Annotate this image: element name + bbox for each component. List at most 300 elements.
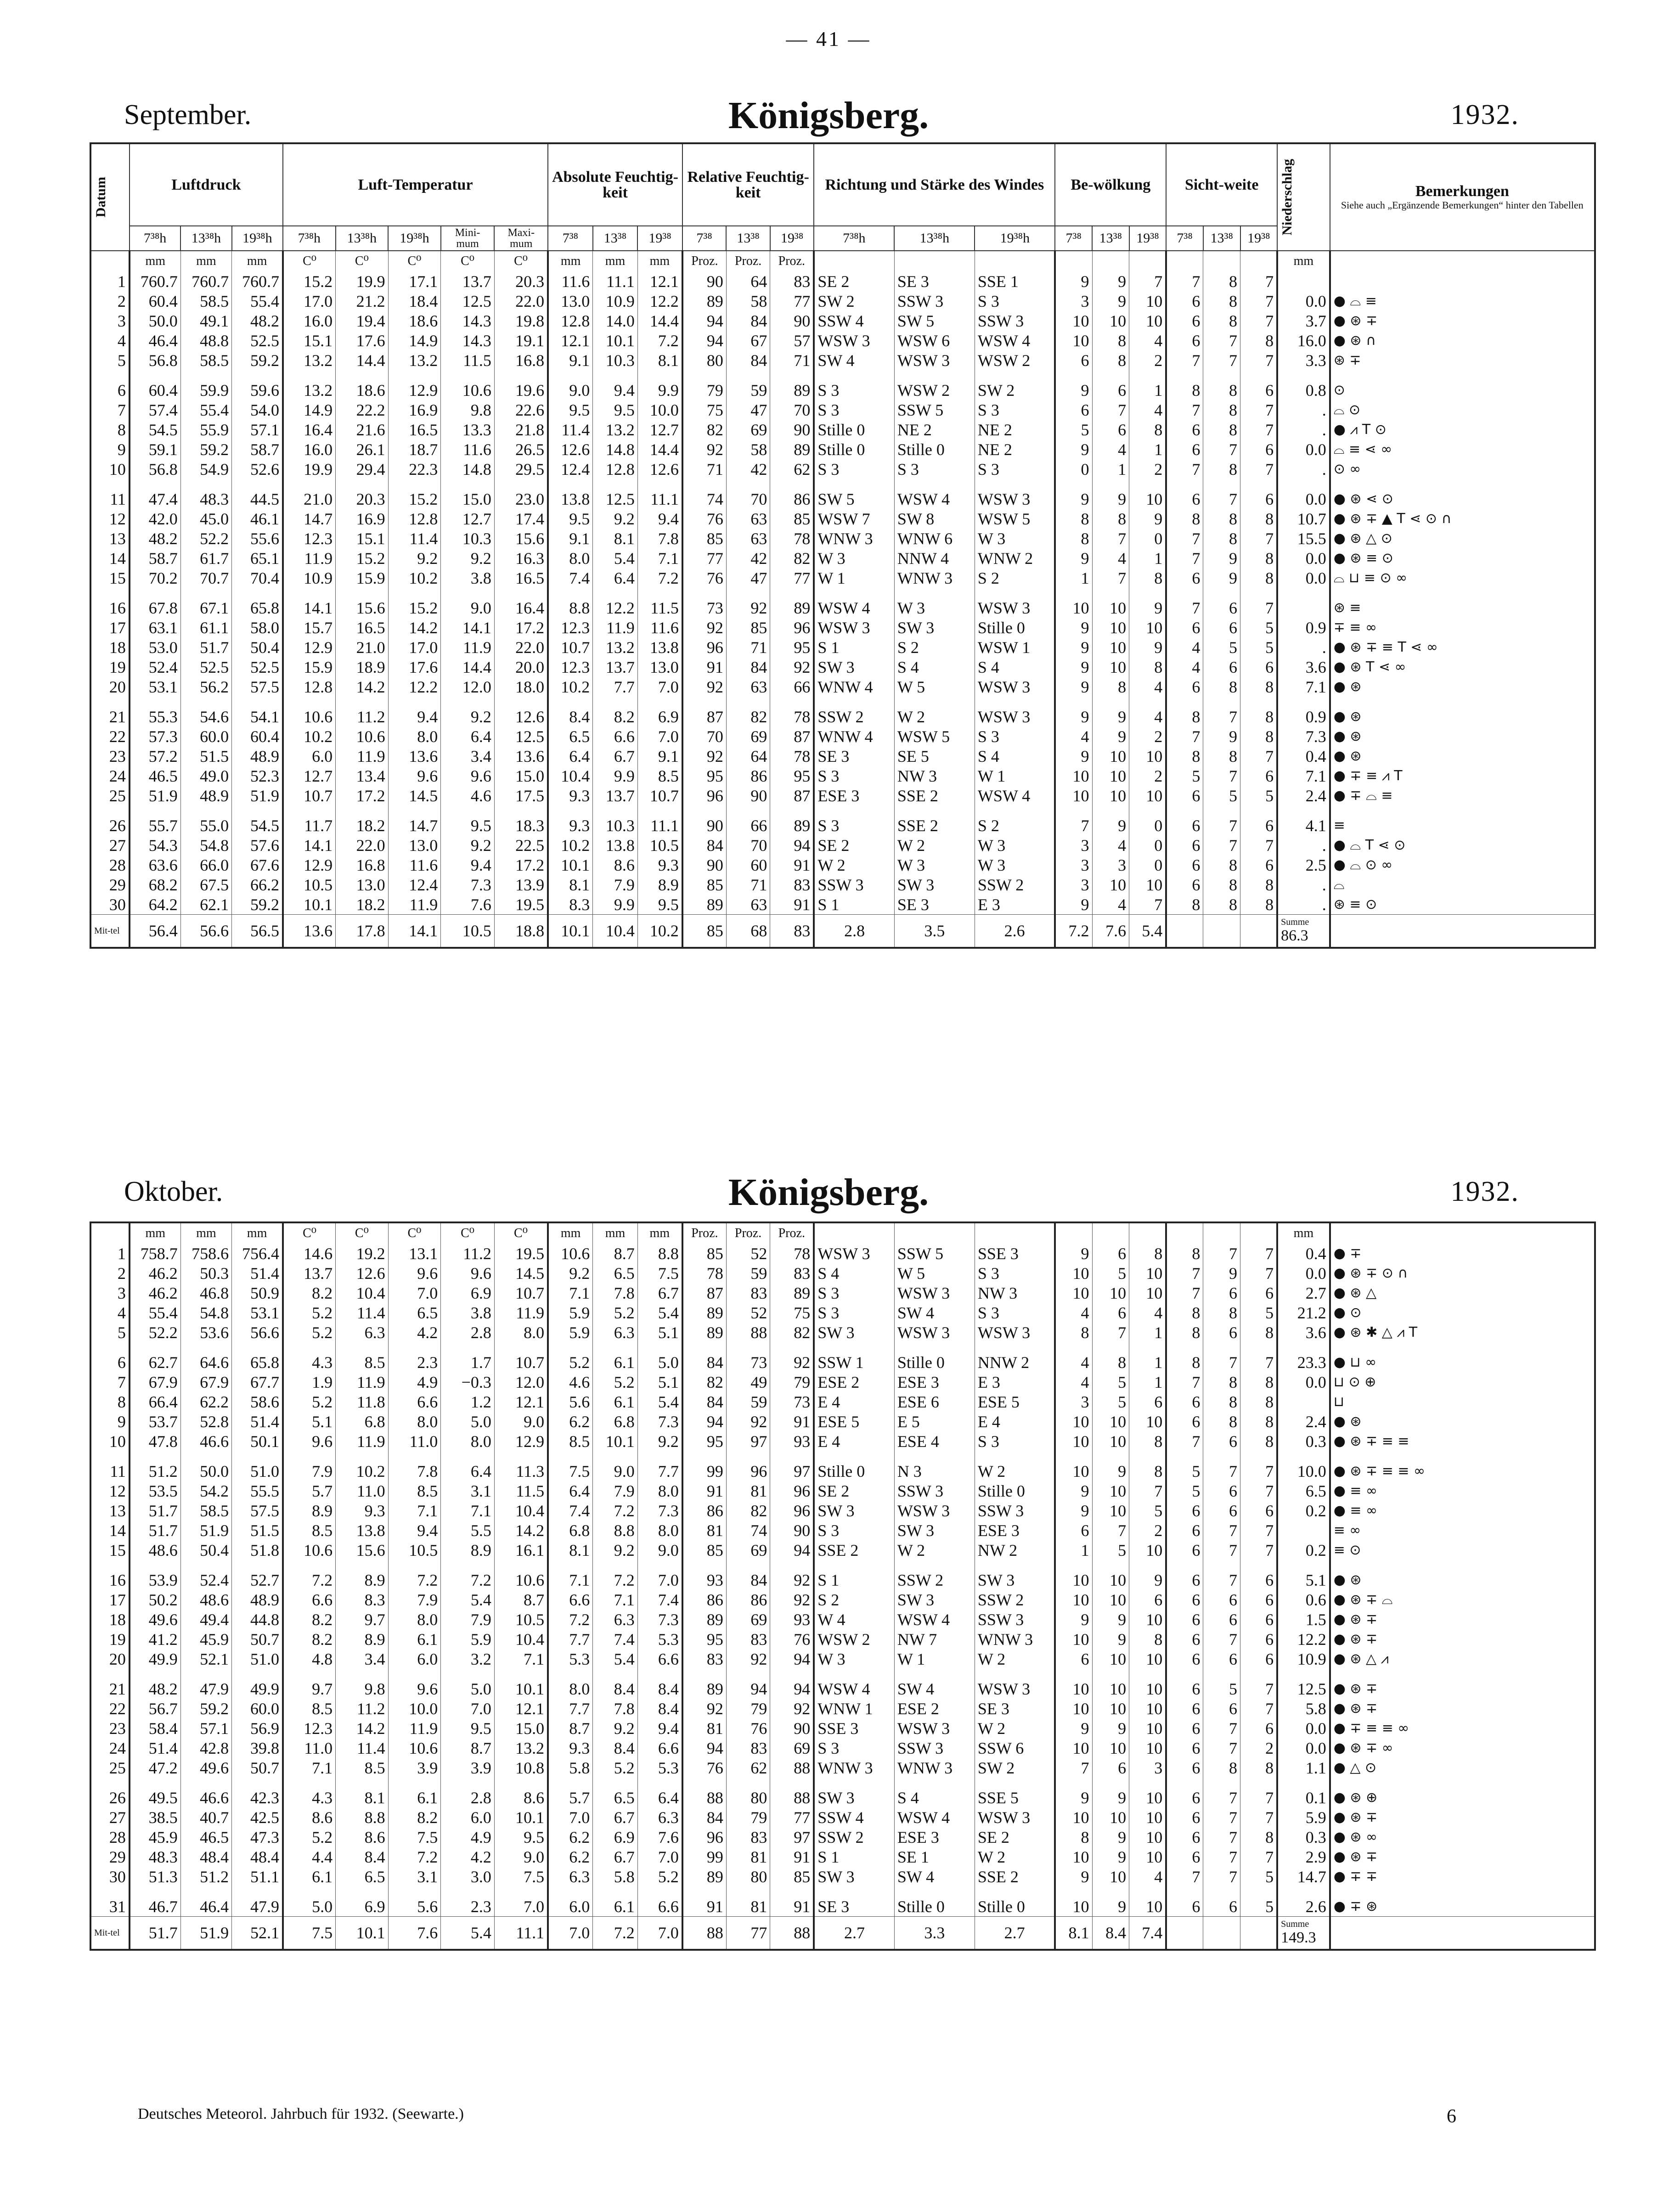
table-cell: 16.9 xyxy=(336,509,389,529)
unit-cell: C⁰ xyxy=(336,251,389,271)
table-cell: 7 xyxy=(1203,1867,1240,1886)
table-cell: 10 xyxy=(1055,1263,1092,1283)
table-cell: 78 xyxy=(770,746,814,766)
table-cell: 23 xyxy=(90,1718,130,1738)
table-cell: SW 4 xyxy=(894,1303,975,1323)
table-cell: 7 xyxy=(1203,1520,1240,1540)
table-cell: 760.7 xyxy=(232,271,283,291)
table-cell: SW 2 xyxy=(975,370,1055,400)
table-cell: 8 xyxy=(1203,875,1240,895)
table-cell: 13.2 xyxy=(494,1738,548,1758)
table-cell: 6 xyxy=(1166,1718,1203,1738)
table-cell: 5.7 xyxy=(283,1481,336,1501)
mean-cell xyxy=(1203,1917,1240,1950)
table-cell: 55.3 xyxy=(130,697,180,726)
table-cell: SW 5 xyxy=(814,479,894,509)
table-cell: 8 xyxy=(1203,509,1240,529)
table-cell: SW 3 xyxy=(814,1323,894,1342)
table-cell: 67.9 xyxy=(130,1372,180,1392)
table-cell: 42.8 xyxy=(180,1738,231,1758)
table-cell: ≡ ∞ xyxy=(1330,1520,1595,1540)
table-cell: 7.4 xyxy=(593,1629,638,1649)
table-cell: 5.3 xyxy=(548,1649,593,1669)
table-cell: 10 xyxy=(1092,1807,1129,1827)
table-cell: 8.0 xyxy=(548,1669,593,1699)
mean-cell: 7.4 xyxy=(1129,1917,1167,1950)
mean-cell: 17.8 xyxy=(336,915,389,948)
table-cell: 3.9 xyxy=(441,1758,495,1778)
unit-cell: Proz. xyxy=(770,251,814,271)
table-cell: 10.7 xyxy=(548,637,593,657)
table-cell: S 1 xyxy=(814,637,894,657)
table-cell: 11.5 xyxy=(441,350,495,370)
table-row xyxy=(90,529,1595,548)
table-cell: 9.2 xyxy=(593,1718,638,1738)
table-cell: 8 xyxy=(1055,1827,1092,1847)
table-cell: 5 xyxy=(1240,637,1278,657)
table-cell: 22.0 xyxy=(494,637,548,657)
table-cell: SW 4 xyxy=(814,350,894,370)
table-cell: ≡ xyxy=(1330,805,1595,835)
unit-cell: mm xyxy=(130,251,180,271)
table-cell: 26 xyxy=(90,1778,130,1807)
table-cell: 10.1 xyxy=(548,855,593,875)
table-cell: 18.6 xyxy=(388,311,441,331)
footer-source: Deutsches Meteorol. Jahrbuch für 1932. (Seewarte.) xyxy=(138,2105,464,2122)
table-cell: 8.1 xyxy=(548,875,593,895)
table-cell: 15.9 xyxy=(283,657,336,677)
table-cell: 10.6 xyxy=(283,1540,336,1560)
table-cell: 11.5 xyxy=(637,588,682,618)
table-cell: 6.3 xyxy=(593,1610,638,1629)
unit-cell: mm xyxy=(548,251,593,271)
table-cell: 8 xyxy=(1129,1629,1167,1649)
table-cell: 18.2 xyxy=(336,895,389,915)
table-cell: 46.5 xyxy=(130,766,180,786)
col-datum: Datum xyxy=(90,143,130,251)
table-cell: 5.1 xyxy=(283,1412,336,1431)
table-cell: 50.9 xyxy=(232,1283,283,1303)
table-cell: 9.8 xyxy=(336,1669,389,1699)
table-cell: 52.5 xyxy=(232,331,283,350)
table-cell: S 3 xyxy=(814,1303,894,1323)
table-cell: 80 xyxy=(726,1778,770,1807)
table-cell: 10 xyxy=(90,459,130,479)
table-cell: 0.0 xyxy=(1277,479,1330,509)
table-cell: 0.2 xyxy=(1277,1540,1330,1560)
table-row xyxy=(90,1392,1595,1412)
table-cell: 10 xyxy=(1092,875,1129,895)
table-row xyxy=(90,311,1595,331)
table-cell: 6.4 xyxy=(441,1451,495,1481)
table-cell: SW 8 xyxy=(894,509,975,529)
table-cell: 12.2 xyxy=(593,588,638,618)
table-cell: 62.2 xyxy=(180,1392,231,1412)
mean-cell: 14.1 xyxy=(388,915,441,948)
table-cell: 70 xyxy=(682,726,726,746)
table-cell: S 3 xyxy=(975,459,1055,479)
table-cell: 46.2 xyxy=(130,1283,180,1303)
table-cell: 6.4 xyxy=(548,746,593,766)
table-cell: 8 xyxy=(1240,895,1278,915)
table-cell: 17 xyxy=(90,618,130,637)
table-cell: 6 xyxy=(1203,1481,1240,1501)
table-cell: 3.7 xyxy=(1277,311,1330,331)
table-cell: 0 xyxy=(1055,459,1092,479)
table-row xyxy=(90,726,1595,746)
table-cell: WSW 4 xyxy=(975,786,1055,805)
table-cell: 6.4 xyxy=(441,726,495,746)
table-cell: 63.1 xyxy=(130,618,180,637)
table-cell: SSW 2 xyxy=(894,1560,975,1590)
table-cell: 2 xyxy=(90,291,130,311)
table-cell: 69 xyxy=(726,1540,770,1560)
table-cell: 9.5 xyxy=(637,895,682,915)
mean-cell: 2.8 xyxy=(814,915,894,948)
table-cell: 5.2 xyxy=(283,1323,336,1342)
table-cell: 18.9 xyxy=(336,657,389,677)
table-cell: ● ⊛ ⊕ xyxy=(1330,1778,1595,1807)
table-cell: 24 xyxy=(90,1738,130,1758)
table-cell: 0.0 xyxy=(1277,1718,1330,1738)
table-cell: 7 xyxy=(1166,1283,1203,1303)
table-cell: 19.8 xyxy=(494,311,548,331)
table-cell: 5.6 xyxy=(548,1392,593,1412)
table-cell: 13.6 xyxy=(494,746,548,766)
table-cell: 12 xyxy=(90,1481,130,1501)
table-cell: 6 xyxy=(1166,479,1203,509)
table-cell: 8.7 xyxy=(494,1590,548,1610)
table-cell: 16.9 xyxy=(388,400,441,420)
table-cell: 1.1 xyxy=(1277,1758,1330,1778)
table-cell: 7 xyxy=(1240,311,1278,331)
table-cell: 2 xyxy=(1129,726,1167,746)
table-cell: 53.0 xyxy=(130,637,180,657)
table-cell: 10 xyxy=(1055,1669,1092,1699)
table-cell xyxy=(1277,271,1330,291)
table-cell: 8 xyxy=(1166,1303,1203,1323)
table-cell: 89 xyxy=(682,895,726,915)
table-cell: 8.8 xyxy=(637,1244,682,1263)
table-cell: 7 xyxy=(1240,1244,1278,1263)
table-cell: 71 xyxy=(726,875,770,895)
table-cell: 6 xyxy=(1166,835,1203,855)
table-cell: 6 xyxy=(1240,1610,1278,1629)
sub-time: 13³⁸h xyxy=(180,226,231,251)
table-cell: 0 xyxy=(1129,805,1167,835)
table-cell: 9.0 xyxy=(494,1412,548,1431)
table-cell: WNW 4 xyxy=(814,726,894,746)
table-cell: 8.1 xyxy=(637,350,682,370)
table-cell: 4 xyxy=(1129,1867,1167,1886)
table-cell: 10 xyxy=(1092,1699,1129,1718)
table-cell: 10.1 xyxy=(494,1669,548,1699)
table-cell: WSW 3 xyxy=(975,677,1055,697)
table-cell: 3.1 xyxy=(388,1867,441,1886)
table-cell: 6 xyxy=(1166,1590,1203,1610)
table-cell: WSW 2 xyxy=(894,370,975,400)
table-cell: 25 xyxy=(90,1758,130,1778)
table-cell: 47.3 xyxy=(232,1827,283,1847)
table-cell: 8 xyxy=(1203,895,1240,915)
table-cell: 7.0 xyxy=(637,1847,682,1867)
table-cell: 11.0 xyxy=(336,1481,389,1501)
table-cell: 7 xyxy=(1203,1629,1240,1649)
table-cell: 1 xyxy=(90,1244,130,1263)
sub-time: 7³⁸ xyxy=(1055,226,1092,251)
table-cell: ESE 5 xyxy=(814,1412,894,1431)
table-cell: 8 xyxy=(1203,1372,1240,1392)
table-cell: 4 xyxy=(1129,331,1167,350)
table-cell: 66 xyxy=(770,677,814,697)
table-cell: ● ⊛ T ⋖ ∞ xyxy=(1330,657,1595,677)
table-cell: 12.7 xyxy=(283,766,336,786)
table-cell: 70 xyxy=(770,400,814,420)
table-cell: 1 xyxy=(1129,1342,1167,1372)
table-cell: 6.4 xyxy=(593,568,638,588)
mean-cell: 51.9 xyxy=(180,1917,231,1950)
table-cell: 22 xyxy=(90,1699,130,1718)
mean-label: Mit-tel xyxy=(90,1917,130,1950)
table-cell: 6 xyxy=(1166,618,1203,637)
unit-cell xyxy=(814,251,894,271)
table-cell: 11.6 xyxy=(441,439,495,459)
table-row xyxy=(90,1827,1595,1847)
table-cell: 6 xyxy=(1240,1629,1278,1649)
table-cell: 5.9 xyxy=(548,1303,593,1323)
table-cell: 9 xyxy=(1055,1778,1092,1807)
table-cell: 46.7 xyxy=(130,1886,180,1917)
table-cell: 91 xyxy=(770,855,814,875)
table-cell: 6 xyxy=(1203,1283,1240,1303)
table-cell: 9.3 xyxy=(548,1738,593,1758)
col-niederschlag: Niederschlag xyxy=(1277,143,1330,251)
table-cell: 8 xyxy=(1240,1431,1278,1451)
table-cell: 8 xyxy=(1129,420,1167,439)
table-cell: 6.1 xyxy=(388,1629,441,1649)
table-cell: 54.8 xyxy=(180,1303,231,1323)
table-cell: 6.8 xyxy=(593,1412,638,1431)
table-cell: 7 xyxy=(1203,805,1240,835)
table-cell: 6 xyxy=(1203,1431,1240,1451)
table-cell: 10 xyxy=(1129,1807,1167,1827)
table-cell: 10 xyxy=(1055,1807,1092,1827)
table-cell: 11.4 xyxy=(336,1738,389,1758)
table-cell: 8.5 xyxy=(336,1342,389,1372)
table-cell: 5.3 xyxy=(637,1758,682,1778)
month-header-september xyxy=(0,90,1657,140)
unit-cell: Proz. xyxy=(726,251,770,271)
table-cell: ● △ ⊙ xyxy=(1330,1758,1595,1778)
table-cell: 5 xyxy=(1240,1303,1278,1323)
table-cell: 7 xyxy=(1129,895,1167,915)
table-cell: 10 xyxy=(1055,1738,1092,1758)
table-cell: 6 xyxy=(1129,1392,1167,1412)
station-name: Königsberg. xyxy=(728,94,929,137)
table-cell: 10 xyxy=(1092,766,1129,786)
table-cell: 5 xyxy=(1166,1481,1203,1501)
table-cell: 83 xyxy=(726,1738,770,1758)
table-cell: . xyxy=(1277,420,1330,439)
table-cell: 7 xyxy=(1240,420,1278,439)
table-cell: 10.2 xyxy=(548,835,593,855)
table-cell: SSE 2 xyxy=(894,805,975,835)
table-cell: 8.3 xyxy=(548,895,593,915)
table-cell: 13.2 xyxy=(593,420,638,439)
table-cell: 7.2 xyxy=(441,1560,495,1590)
table-cell: 5 xyxy=(1092,1372,1129,1392)
table-cell: 3 xyxy=(1055,835,1092,855)
table-cell: 88 xyxy=(770,1778,814,1807)
table-cell: 9.4 xyxy=(441,855,495,875)
table-cell: 4.1 xyxy=(1277,805,1330,835)
table-cell: 39.8 xyxy=(232,1738,283,1758)
table-cell: 66.4 xyxy=(130,1392,180,1412)
table-cell: 7 xyxy=(1092,568,1129,588)
table-cell: 7 xyxy=(1203,1827,1240,1847)
table-cell: 9.3 xyxy=(548,805,593,835)
table-cell: 78 xyxy=(770,529,814,548)
table-cell: 13 xyxy=(90,529,130,548)
table-cell: 6 xyxy=(1129,1590,1167,1610)
mean-cell: 8.1 xyxy=(1055,1917,1092,1950)
table-cell: 7 xyxy=(1203,766,1240,786)
table-cell: 15.0 xyxy=(494,1718,548,1738)
table-cell: 10.4 xyxy=(548,766,593,786)
table-cell: 9.6 xyxy=(388,1669,441,1699)
table-cell: 8.5 xyxy=(283,1520,336,1540)
table-cell: 67.5 xyxy=(180,875,231,895)
table-cell: 9 xyxy=(1092,1847,1129,1867)
table-cell: 14.9 xyxy=(283,400,336,420)
table-cell: ● ⊛ ∓ ≡ ≡ ∞ xyxy=(1330,1451,1595,1481)
table-cell: 59.2 xyxy=(232,895,283,915)
mean-cell: 5.4 xyxy=(1129,915,1167,948)
table-cell: 8.9 xyxy=(637,875,682,895)
table-cell: 5.8 xyxy=(548,1758,593,1778)
table-cell: 83 xyxy=(726,1629,770,1649)
table-cell: 11.9 xyxy=(388,895,441,915)
table-cell: 49 xyxy=(726,1372,770,1392)
table-cell: 64 xyxy=(726,746,770,766)
table-cell: 6 xyxy=(1203,1323,1240,1342)
table-cell: SSW 2 xyxy=(975,875,1055,895)
table-cell: 59.2 xyxy=(180,1699,231,1718)
unit-cell xyxy=(1092,251,1129,271)
table-cell: 89 xyxy=(770,370,814,400)
table-cell: 6 xyxy=(1240,1283,1278,1303)
table-cell: SSE 2 xyxy=(814,1540,894,1560)
table-cell: SE 1 xyxy=(894,1847,975,1867)
table-cell: 7 xyxy=(1240,835,1278,855)
table-cell: S 3 xyxy=(814,1520,894,1540)
table-cell: 14.1 xyxy=(441,618,495,637)
table-cell: 7 xyxy=(1203,1540,1240,1560)
table-cell: 6 xyxy=(1203,1886,1240,1917)
table-cell: 11.9 xyxy=(336,746,389,766)
table-cell: S 2 xyxy=(814,1590,894,1610)
mean-cell: 10.1 xyxy=(548,915,593,948)
month-name: September. xyxy=(124,99,252,130)
table-cell: 57.2 xyxy=(130,746,180,766)
table-cell: 7 xyxy=(1166,459,1203,479)
table-cell: 10 xyxy=(1055,1847,1092,1867)
table-cell: . xyxy=(1277,895,1330,915)
table-cell: NE 2 xyxy=(894,420,975,439)
table-cell: 6 xyxy=(1055,1520,1092,1540)
table-cell: 7 xyxy=(1092,1323,1129,1342)
table-cell: SW 3 xyxy=(814,1778,894,1807)
table-cell: 46.1 xyxy=(232,509,283,529)
table-cell: S 2 xyxy=(975,568,1055,588)
table-cell: NW 3 xyxy=(894,766,975,786)
table-cell: 41.2 xyxy=(130,1629,180,1649)
table-cell: 89 xyxy=(770,805,814,835)
table-cell: 7 xyxy=(1240,1669,1278,1699)
table-cell: 90 xyxy=(726,786,770,805)
table-cell: 75 xyxy=(682,400,726,420)
table-cell: 9.5 xyxy=(441,1718,495,1738)
table-cell: 51.3 xyxy=(130,1867,180,1886)
table-cell: 26 xyxy=(90,805,130,835)
table-cell: 87 xyxy=(682,1283,726,1303)
table-cell: 16.1 xyxy=(494,1540,548,1560)
table-row xyxy=(90,1718,1595,1738)
table-cell: 8 xyxy=(1092,1342,1129,1372)
table-cell: 9.0 xyxy=(637,1540,682,1560)
table-cell: NNW 2 xyxy=(975,1342,1055,1372)
table-cell: 92 xyxy=(770,1560,814,1590)
table-cell: 6.6 xyxy=(548,1590,593,1610)
table-cell: NW 2 xyxy=(975,1540,1055,1560)
unit-cell: Proz. xyxy=(770,1222,814,1244)
table-cell: 46.6 xyxy=(180,1778,231,1807)
table-cell: ● ⩘ T ⊙ xyxy=(1330,420,1595,439)
table-cell: 12.3 xyxy=(548,618,593,637)
table-cell: 9 xyxy=(1092,1827,1129,1847)
table-cell: 77 xyxy=(770,1807,814,1827)
table-cell: 6 xyxy=(1240,1590,1278,1610)
table-cell: W 2 xyxy=(975,1847,1055,1867)
table-cell: 10 xyxy=(1129,1540,1167,1560)
table-cell: 11.6 xyxy=(548,271,593,291)
table-cell: 6 xyxy=(1166,677,1203,697)
unit-cell: mm xyxy=(637,1222,682,1244)
table-cell: 10 xyxy=(1092,1283,1129,1303)
table-cell: 12.4 xyxy=(388,875,441,895)
table-cell: ⊙ xyxy=(1330,370,1595,400)
table-cell: 8.4 xyxy=(548,697,593,726)
table-cell: 6 xyxy=(1092,1244,1129,1263)
table-cell: 50.1 xyxy=(232,1431,283,1451)
table-cell: 7.6 xyxy=(637,1827,682,1847)
table-cell: S 3 xyxy=(814,459,894,479)
table-cell: 4.2 xyxy=(441,1847,495,1867)
table-cell: 10.5 xyxy=(637,835,682,855)
table-cell: W 1 xyxy=(894,1649,975,1669)
table-cell: 8 xyxy=(1203,420,1240,439)
table-row xyxy=(90,1412,1595,1431)
table-cell: 7 xyxy=(1240,529,1278,548)
table-cell: 59.1 xyxy=(130,439,180,459)
sub-time: 7³⁸ xyxy=(682,226,726,251)
table-cell: 8 xyxy=(1092,509,1129,529)
table-cell: 3 xyxy=(90,311,130,331)
table-cell: SSW 3 xyxy=(894,1738,975,1758)
table-cell: 6 xyxy=(1240,479,1278,509)
table-cell: S 3 xyxy=(975,1303,1055,1323)
table-cell: ESE 3 xyxy=(894,1372,975,1392)
